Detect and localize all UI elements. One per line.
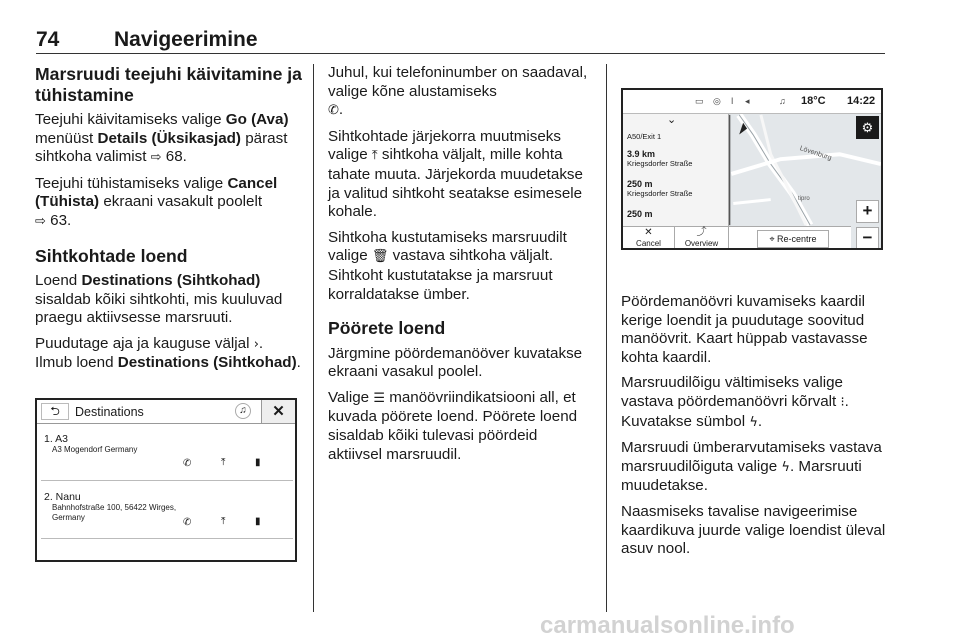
list-item: [627, 150, 725, 168]
back-arrow-icon: ⮌: [41, 403, 69, 420]
map-bottom-bar: [623, 226, 851, 250]
destination-name: 1. A3: [44, 433, 68, 445]
phone-icon: ✆: [328, 103, 339, 119]
trash-icon: 🗑: [371, 249, 389, 265]
list-icon: ☰: [373, 390, 385, 406]
cancel-button: ✕ Cancel: [623, 227, 675, 250]
list-item: [627, 180, 725, 198]
paragraph: Marsruudi ümberarvutamiseks vastava marsruudilõiguta valige ϟ. Marsruuti muudetakse.: [621, 439, 882, 495]
phone-icon: ✆: [183, 517, 192, 528]
destination-name: 2. Nanu: [44, 491, 81, 503]
turn-list-panel: [623, 114, 729, 226]
paragraph: Naasmiseks tavalise navigeerimise kaardikuva juurde valige loendist üleval asuv nool.: [621, 502, 886, 558]
destination-address: Bahnhofstraße 100, 56422 Wirges,: [52, 503, 177, 512]
phone-icon: ✆: [183, 458, 192, 469]
column-2: [328, 64, 592, 471]
screen-title-bar: [37, 400, 295, 424]
tp-icon: ▭: [695, 96, 704, 106]
route-icon: ⤴: [696, 227, 707, 238]
page-ref-icon: ⇨: [150, 150, 162, 166]
list-item: [627, 132, 725, 141]
section-heading: Marsruudi teejuhi käivitamine ja tühistamine: [35, 64, 302, 105]
column-3: [621, 293, 889, 566]
paragraph: Pöördemanöövri kuvamiseks kaardil kerige loendit ja puudutage soovitud manöövrit. Kaart hüppab vastavasse kohta kaardil.: [621, 293, 868, 366]
watermark: carmanualsonline.info: [540, 612, 795, 639]
divider: [41, 480, 293, 481]
section-heading: Sihtkohtade loend: [35, 245, 188, 266]
maneuver-street: Kriegsdorfer Straße: [627, 189, 693, 198]
turn-list-screenshot: [621, 88, 883, 250]
status-bar: [623, 90, 881, 114]
chevron-down-icon: ⌄: [667, 114, 677, 126]
paragraph: Sihtkoha kustutamiseks marsruudilt valige 🗑 vastava sihtkoha väljalt. Sihtkoht kustutatakse ja marsruut korraldatakse ümber.: [328, 228, 567, 303]
move-to-top-icon: ⤒: [221, 457, 226, 468]
signal-icon: ǀ: [731, 96, 734, 106]
paragraph: Teejuhi tühistamiseks valige Cancel (Tühista) ekraani vasakult poolelt ⇨ 63.: [35, 174, 278, 229]
zoom-out-icon: −: [856, 227, 879, 250]
music-note-icon: ♫: [235, 403, 251, 419]
paragraph: Järgmine pöördemanööver kuvatakse ekraani vasakul poolel.: [328, 344, 583, 381]
zoom-in-icon: +: [856, 200, 879, 223]
volume-icon: ◂: [745, 96, 750, 106]
maneuver-street: Kriegsdorfer Straße: [627, 159, 693, 168]
nav-icon: ◎: [713, 96, 721, 106]
temperature: 18°C: [801, 95, 826, 107]
page-ref-icon: ⇨: [35, 213, 46, 229]
map-place-label: tipro: [798, 196, 810, 202]
trash-icon: ▮: [255, 457, 261, 468]
list-item: [627, 210, 725, 219]
close-icon: ✕: [261, 400, 295, 423]
destination-address: A3 Mogendorf Germany: [52, 445, 138, 454]
close-icon: ✕: [644, 227, 653, 238]
maneuver-label: A50/Exit 1: [627, 132, 662, 141]
chevron-right-icon: ›: [253, 336, 259, 352]
move-to-top-icon: ⤒: [371, 148, 378, 164]
paragraph: Puudutage aja ja kauguse väljal ›. Ilmub loend Destinations (Sihtkohad).: [35, 334, 301, 372]
column-1: [35, 64, 303, 380]
avoid-route-icon: ϟ: [749, 414, 758, 430]
crosshair-icon: ⌖: [769, 234, 775, 244]
paragraph: Juhul, kui telefoninumber on saadaval, valige kõne alustamiseks ✆.: [328, 64, 588, 119]
clock: 14:22: [847, 95, 876, 107]
map-street-label: Lövenburg: [798, 145, 833, 162]
column-divider: [313, 64, 314, 612]
list-item: [44, 434, 137, 455]
screen-title: Destinations: [75, 405, 144, 419]
recentre-button: ⌖ Re-centre: [757, 230, 829, 248]
page-header: [36, 28, 885, 54]
paragraph: Teejuhi käivitamiseks valige Go (Ava) menüüst Details (Üksikasjad) pärast sihtkoha valimist ⇨ 68.: [35, 111, 289, 166]
column-divider: [606, 64, 607, 612]
avoid-route-icon: ϟ: [781, 459, 790, 475]
move-to-top-icon: ⤒: [221, 516, 226, 527]
list-item: [44, 492, 176, 523]
chapter-title: Navigeerimine: [114, 28, 258, 51]
divider: [41, 538, 293, 539]
trash-icon: ▮: [255, 516, 261, 527]
maneuver-distance: 3.9 km: [627, 149, 656, 159]
section-heading: Pöörete loend: [328, 318, 446, 339]
paragraph: Sihtkohtade järjekorra muutmiseks valige ⤒ sihtkoha väljalt, mille kohta tahate muuta. Järjekorda muudetakse ja valitud sihtkoht seatakse esimesele kohale.: [328, 127, 583, 221]
paragraph: Loend Destinations (Sihtkohad) sisaldab kõiki sihtkohti, mis kuuluvad praegu aktiivsesse marsruuti.: [35, 272, 283, 327]
page-number: 74: [36, 28, 60, 51]
destination-address: Germany: [52, 513, 85, 522]
vertical-ellipsis-icon: ⁝: [840, 394, 845, 410]
maneuver-distance: 250 m: [627, 209, 653, 219]
overview-button: ⤴ Overview: [675, 227, 729, 250]
paragraph: Valige ☰ manöövriindikatsiooni all, et kuvada pöörete loend. Pöörete loend sisaldab kõiki tulevasi pöördeid aktiivsel marsruudil.: [328, 388, 578, 463]
music-note-icon: ♫: [779, 96, 786, 106]
gear-icon: ⚙: [856, 116, 879, 139]
paragraph: Marsruudilõigu vältimiseks valige vastava pöördemanöövri kõrvalt ⁝. Kuvatakse sümbol ϟ.: [621, 374, 849, 430]
maneuver-distance: 250 m: [627, 179, 653, 189]
destinations-screenshot: [35, 398, 297, 562]
